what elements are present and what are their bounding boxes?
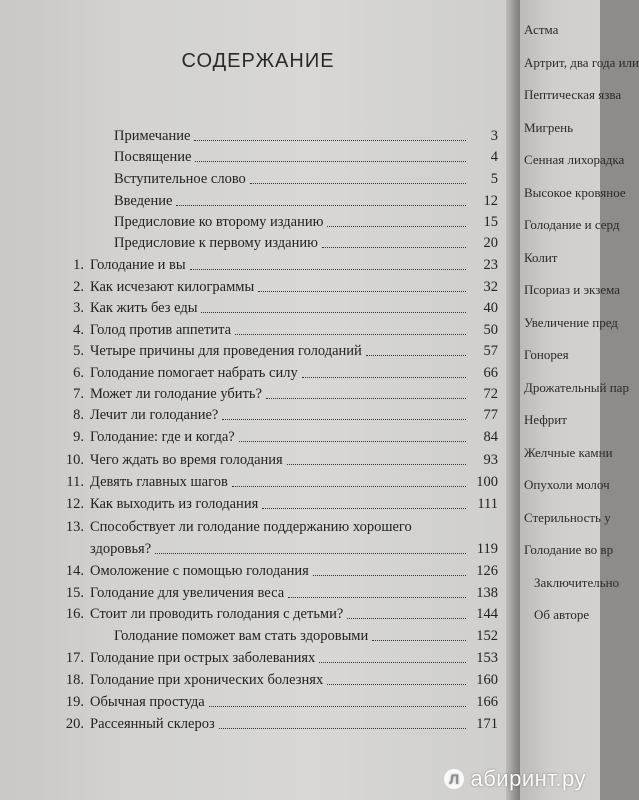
toc-entry-number: 3. xyxy=(73,300,84,316)
toc-entry xyxy=(58,146,498,166)
watermark-text: абиринт.ру xyxy=(470,766,586,791)
toc-page-number: 72 xyxy=(483,386,498,402)
dot-leader xyxy=(327,684,466,685)
dot-leader xyxy=(250,183,466,184)
toc-entry-title: Голодание помогает набрать силу xyxy=(90,365,298,381)
right-page-line: Гонорея xyxy=(524,347,569,362)
toc-entry xyxy=(58,276,498,296)
toc-entry-title: Примечание xyxy=(114,128,191,144)
toc-entry-number: 12. xyxy=(65,496,84,512)
toc-page-number: 4 xyxy=(490,149,498,165)
toc-entry xyxy=(58,125,498,145)
labirint-logo-icon: Л xyxy=(444,769,464,789)
toc-entry-title: Обычная простуда xyxy=(90,694,205,710)
toc-entry-title: Как выходить из голодания xyxy=(90,496,259,512)
toc-page-number: 23 xyxy=(483,257,498,273)
toc-entry xyxy=(58,383,498,403)
dot-leader xyxy=(366,355,466,356)
toc-entry xyxy=(58,362,498,382)
toc-entry-title: Способствует ли голодание поддержанию хорошего xyxy=(90,519,412,535)
dot-leader xyxy=(176,205,466,206)
right-page-line: Об авторе xyxy=(534,607,590,622)
toc-entry-title: Голод против аппетита xyxy=(90,322,232,338)
toc-page-number: 66 xyxy=(483,365,498,381)
toc-page-number: 84 xyxy=(483,429,498,445)
dot-leader xyxy=(194,140,466,141)
toc-entry-number: 19. xyxy=(65,694,84,710)
toc-page-number: 100 xyxy=(476,474,498,490)
toc-entry-title: Рассеянный склероз xyxy=(90,716,215,732)
dot-leader xyxy=(302,377,466,378)
toc-entry-title: Голодание и вы xyxy=(90,257,186,273)
toc-entry-number: 6. xyxy=(73,365,84,381)
toc-entry xyxy=(58,560,498,580)
right-page-line: Колит xyxy=(524,249,558,265)
dot-leader xyxy=(266,398,466,399)
dot-leader xyxy=(155,553,466,554)
toc-page-number: 126 xyxy=(476,563,498,579)
toc-entry-title: Введение xyxy=(114,193,173,209)
dot-leader xyxy=(287,464,466,465)
toc-entry-title: Голодание при острых заболеваниях xyxy=(90,650,316,666)
toc-entry xyxy=(58,426,498,446)
toc-page-number: 5 xyxy=(490,171,498,187)
toc-entry-number: 4. xyxy=(73,322,84,338)
toc-page-number: 93 xyxy=(483,452,498,468)
toc-entry xyxy=(58,449,498,469)
toc-entry-number: 14. xyxy=(65,563,84,579)
toc-page-number: 144 xyxy=(476,606,498,622)
toc-entry-title: Голодание при хронических болезнях xyxy=(90,672,324,688)
toc-page-number: 166 xyxy=(476,694,498,710)
toc-page-number: 57 xyxy=(483,343,498,359)
toc-entry-title: здоровья? xyxy=(90,541,152,557)
toc-page-number: 15 xyxy=(483,214,498,230)
dot-leader xyxy=(262,508,466,509)
toc-entry-title: Лечит ли голодание? xyxy=(90,407,219,423)
toc-page-number: 32 xyxy=(483,279,498,295)
toc-page-number: 160 xyxy=(476,672,498,688)
toc-page-number: 77 xyxy=(483,407,498,423)
toc-entry xyxy=(58,647,498,667)
toc-page-number: 138 xyxy=(476,585,498,601)
right-page-line: Стерильность у xyxy=(524,509,611,525)
page-title: СОДЕРЖАНИЕ xyxy=(181,50,335,72)
right-page-line: Заключительно xyxy=(534,574,620,590)
toc-entry xyxy=(58,691,498,711)
toc-entry-number: 7. xyxy=(73,386,84,402)
toc-entry-title: Предисловие к первому изданию xyxy=(114,235,318,251)
dot-leader xyxy=(288,597,466,598)
toc-entry-number: 9. xyxy=(73,429,84,445)
toc-entry-number: 2. xyxy=(73,279,84,295)
toc-entry-number: 5. xyxy=(73,343,84,359)
dot-leader xyxy=(372,640,466,641)
toc-entry xyxy=(58,669,498,689)
toc-entry-title: Может ли голодание убить? xyxy=(90,386,262,402)
right-page-line: Астма xyxy=(524,22,559,37)
toc-entry-title: Четыре причины для проведения голоданий xyxy=(90,343,362,359)
toc-entry-title: Голодание для увеличения веса xyxy=(90,585,285,601)
toc-entry-number: 10. xyxy=(65,452,84,468)
toc-entry xyxy=(58,471,498,491)
toc-entry xyxy=(58,254,498,274)
dot-leader xyxy=(222,419,466,420)
toc-entry xyxy=(58,516,498,536)
toc-entry xyxy=(58,340,498,360)
dot-leader xyxy=(319,662,466,663)
toc-entry-number: 20. xyxy=(65,716,84,732)
toc-entry-number: 15. xyxy=(65,585,84,601)
toc-entry-number: 11. xyxy=(66,474,84,490)
right-page-line: Мигрень xyxy=(524,119,574,135)
dot-leader xyxy=(258,291,466,292)
toc-entry xyxy=(58,168,498,188)
toc-page-number: 171 xyxy=(476,716,498,732)
dot-leader xyxy=(235,334,466,335)
toc-page-number: 3 xyxy=(490,128,498,144)
toc-entry-title: Как жить без еды xyxy=(90,300,198,316)
toc-page-number: 50 xyxy=(483,322,498,338)
right-page-line: Дрожательный пар xyxy=(524,379,629,395)
watermark xyxy=(444,766,586,792)
right-page-line: Сенная лихорадка xyxy=(524,152,625,167)
right-page-line: Нефрит xyxy=(524,412,567,427)
toc-entry xyxy=(58,603,498,623)
toc-entry-title: Голодание: где и когда? xyxy=(90,429,235,445)
book-page-right xyxy=(520,0,639,800)
toc-entry-number: 1. xyxy=(73,257,84,273)
dot-leader xyxy=(219,728,466,729)
toc-entry xyxy=(58,582,498,602)
toc-page-number: 20 xyxy=(483,235,498,251)
right-page-line: Голодание и серд xyxy=(524,217,620,232)
dot-leader xyxy=(232,486,466,487)
dot-leader xyxy=(201,312,466,313)
dot-leader xyxy=(313,575,466,576)
toc-entry-title: Посвящение xyxy=(114,149,192,165)
toc-entry-title: Предисловие ко второму изданию xyxy=(114,214,324,230)
right-page-line: Высокое кровяное xyxy=(524,184,626,200)
toc-entry xyxy=(58,319,498,339)
toc-entry-number: 8. xyxy=(73,407,84,423)
right-page-line: Голодание во вр xyxy=(524,542,614,557)
toc-entry xyxy=(58,190,498,210)
toc-entry xyxy=(58,625,498,645)
toc-page-number: 119 xyxy=(476,541,498,557)
toc-entry-number: 17. xyxy=(65,650,84,666)
right-page-line: Пептическая язва xyxy=(524,87,622,102)
toc-entry xyxy=(58,538,498,558)
toc-page-number: 153 xyxy=(476,650,498,666)
toc-entry xyxy=(58,211,498,231)
toc-entry-title: Стоит ли проводить голодания с детьми? xyxy=(90,606,344,622)
toc-entry-number: 16. xyxy=(65,606,84,622)
dot-leader xyxy=(327,226,466,227)
toc-entry xyxy=(58,493,498,513)
toc-entry-title: Омоложение с помощью голодания xyxy=(90,563,309,579)
toc-page-number: 152 xyxy=(476,628,498,644)
toc-entry-title: Голодание поможет вам стать здоровыми xyxy=(114,628,369,644)
toc-page-number: 40 xyxy=(483,300,498,316)
toc-entry-title: Чего ждать во время голодания xyxy=(90,452,283,468)
right-page-line: Желчные камни xyxy=(524,444,613,460)
toc-entry xyxy=(58,713,498,733)
toc-page-number: 12 xyxy=(483,193,498,209)
toc-entry-number: 13. xyxy=(65,519,84,535)
toc-entry-title: Девять главных шагов xyxy=(90,474,228,490)
toc-entry-title: Вступительное слово xyxy=(114,171,246,187)
toc-entry-title: Как исчезают килограммы xyxy=(90,279,255,295)
dot-leader xyxy=(195,161,466,162)
right-page-line: Артрит, два года или xyxy=(524,54,639,70)
toc-entry-number: 18. xyxy=(65,672,84,688)
toc-entry xyxy=(58,232,498,252)
toc-entry xyxy=(58,404,498,424)
toc-entry xyxy=(58,297,498,317)
dot-leader xyxy=(239,441,466,442)
toc-page-number: 111 xyxy=(477,496,498,512)
dot-leader xyxy=(322,247,466,248)
dot-leader xyxy=(209,706,466,707)
right-page-line: Псориаз и экзема xyxy=(524,282,621,297)
right-page-line: Увеличение пред xyxy=(524,314,618,330)
dot-leader xyxy=(347,618,466,619)
dot-leader xyxy=(190,269,466,270)
right-page-line: Опухоли молоч xyxy=(524,477,610,492)
